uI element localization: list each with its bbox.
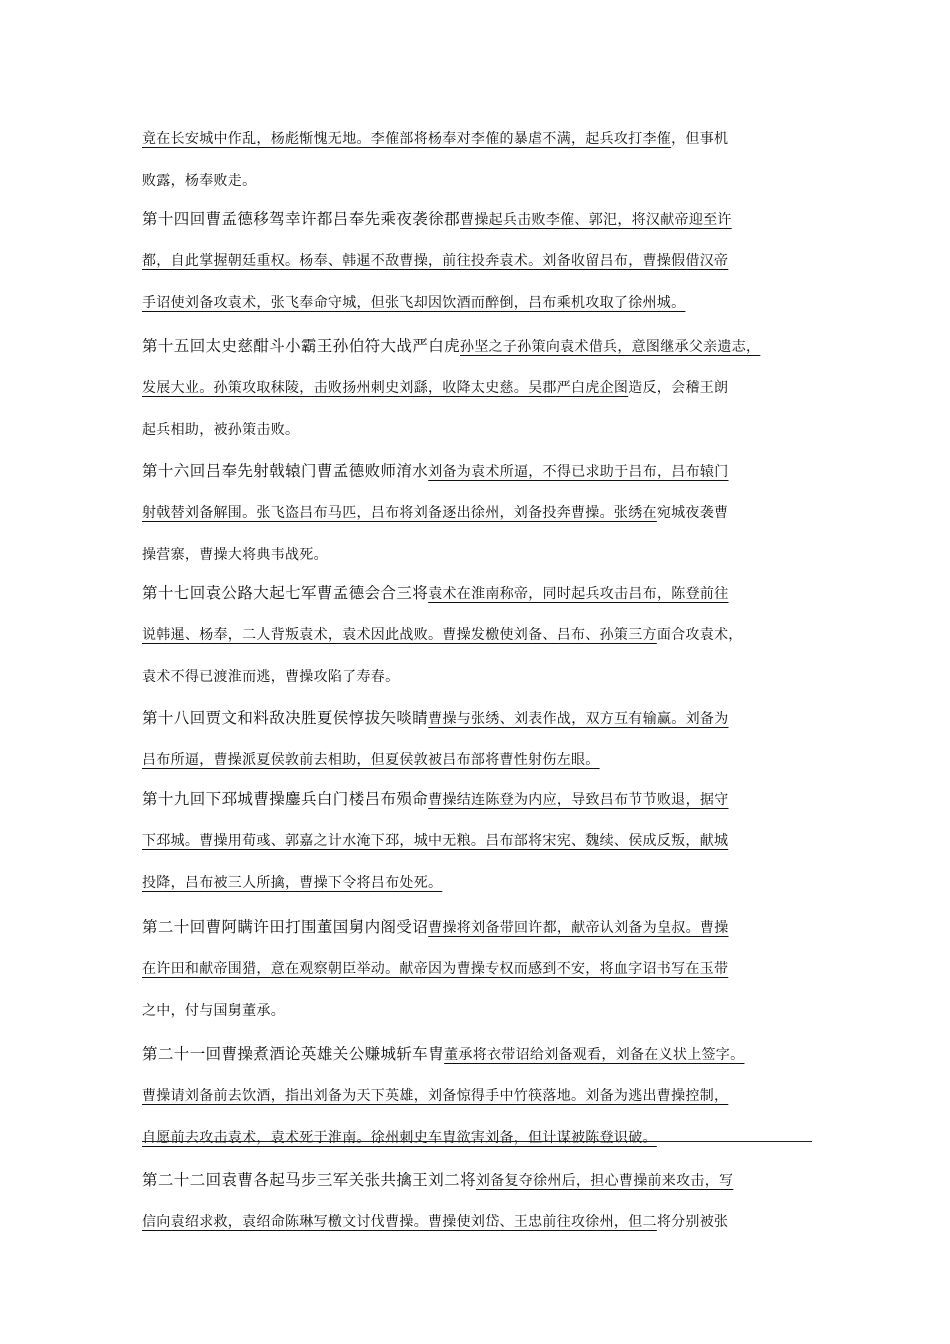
text-line	[142, 1033, 832, 1075]
chapter-title: 第十七回袁公路大起七军曹孟德会合三将	[142, 584, 429, 602]
text-line	[142, 492, 832, 534]
text-line	[142, 739, 832, 781]
plain-text: 袁术不得已渡淮而逃，曹操攻陷了寿春。	[142, 669, 400, 685]
text-line	[142, 1201, 832, 1243]
underlined-text: 刘备复夺徐州后，担心曹操前来攻击，写	[475, 1173, 734, 1189]
chapter-paragraph	[142, 325, 832, 451]
text-line	[142, 160, 832, 202]
text-line	[142, 409, 832, 451]
chapter-paragraph	[142, 118, 832, 202]
text-line	[142, 118, 832, 160]
chapter-title: 第二十二回袁曹各起马步三军关张共擒王刘二将	[142, 1171, 476, 1189]
text-line	[142, 906, 832, 948]
text-line	[142, 948, 832, 990]
underlined-text: 孙坚之子孙策向袁术借兵，意图继承父亲遗志，	[460, 339, 761, 355]
text-line	[142, 778, 832, 820]
underlined-text: 在许田和献帝围猎，意在观察朝臣举动。献帝因为曹操专权而感到不安，将血字诏书写在玉带	[142, 961, 729, 977]
chapter-title: 第二十回曹阿瞒许田打围董国舅内阁受诏	[142, 918, 429, 936]
underlined-text: 手诏使刘备攻袁术，张飞奉命守城，但张飞却因饮酒而醉倒，吕布乘机攻取了徐州城。	[142, 295, 686, 311]
chapter-title: 第十六回吕奉先射戟辕门曹孟德败师淯水	[142, 462, 429, 480]
text-line	[142, 1075, 832, 1117]
chapter-paragraph	[142, 1159, 832, 1243]
text-line	[142, 862, 832, 904]
text-line	[142, 656, 832, 698]
chapter-title: 第十八回贾文和料敌决胜夏侯惇拔矢啖睛	[142, 709, 429, 727]
horizontal-rule	[142, 1141, 812, 1142]
underlined-text: 下邳城。曹操用荀彧、郭嘉之计水淹下邳，城中无粮。吕布部将宋宪、魏续、侯成反叛，献城	[142, 833, 729, 849]
text-line	[142, 450, 832, 492]
text-line	[142, 614, 832, 656]
text-line	[142, 534, 832, 576]
text-line	[142, 282, 832, 324]
plain-text: 面合攻袁术，	[656, 627, 743, 643]
underlined-text: 自愿前去攻击袁术，袁术死于淮南。徐州刺史车胄欲害刘备，但计谋被陈登识破。	[142, 1130, 657, 1146]
underlined-text: 袁术在淮南称帝，同时起兵攻击吕布，陈登前往	[428, 586, 729, 602]
plain-text: 起兵相助，被孙策击败。	[142, 422, 300, 438]
plain-text: 败露，杨奉败走。	[142, 173, 257, 189]
text-line	[142, 198, 832, 240]
text-line	[142, 697, 832, 739]
chapter-title: 第十九回下邳城曹操鏖兵白门楼吕布殒命	[142, 790, 429, 808]
underlined-text: 曹操结连陈登为内应，导致吕布节节败退，据守	[428, 792, 729, 808]
underlined-text: 吕布所逼，曹操派夏侯敦前去相助，但夏侯敦被吕布部将曹性射伤左眼。	[142, 752, 600, 768]
underlined-text: 曹操起兵击败李傕、郭汜，将汉献帝迎至许	[460, 212, 732, 228]
underlined-text: 曹操与张绣、刘表作战，双方互有输赢。刘备为	[428, 711, 729, 727]
text-line	[142, 572, 832, 614]
text-line	[142, 990, 832, 1032]
text-line	[142, 820, 832, 862]
chapter-paragraph	[142, 906, 832, 1032]
underlined-text: 曹操请刘备前去饮酒，指出刘备为天下英雄，刘备惊得手中竹筷落地。刘备为逃出曹操控制，	[142, 1088, 729, 1104]
underlined-text: 射戟替刘备解围。张飞盗吕布马匹，吕布将刘备逐出徐州，刘备投奔曹操。张绣在	[142, 505, 657, 521]
text-line	[142, 240, 832, 282]
plain-text: ，但事机	[671, 131, 729, 147]
plain-text: 之中，付与国舅董承。	[142, 1003, 285, 1019]
text-line	[142, 367, 832, 409]
chapter-title: 第二十一回曹操煮酒论英雄关公赚城斩车胄	[142, 1045, 445, 1063]
text-line	[142, 325, 832, 367]
underlined-text: 投降，吕布被三人所擒，曹操下令将吕布处死。	[142, 875, 443, 891]
underlined-text: 说韩暹、杨奉，二人背叛袁术，袁术因此战败。曹操发檄使刘备、吕布、孙策三方	[142, 627, 657, 643]
underlined-text: 竟在长安城中作乱，杨彪惭愧无地。李傕部将杨奉对李傕的暴虐不满，起兵攻打李傕	[142, 131, 672, 147]
chapter-paragraph	[142, 198, 832, 324]
chapter-paragraph	[142, 572, 832, 698]
plain-text: 造反，会稽王朗	[628, 380, 729, 396]
chapter-paragraph	[142, 697, 832, 781]
plain-text: 操营寨，曹操大将典韦战死。	[142, 547, 328, 563]
chapter-title: 第十四回曹孟德移驾幸许都吕奉先乘夜袭徐郡	[142, 210, 461, 228]
underlined-text: 曹操将刘备带回许都，献帝认刘备为皇叔。曹操	[428, 920, 729, 936]
text-line	[142, 1159, 832, 1201]
chapter-paragraph	[142, 450, 832, 576]
underlined-text: 都，自此掌握朝廷重权。杨奉、韩暹不敌曹操，前往投奔袁术。刘备收留吕布，曹操假借汉帝	[142, 253, 729, 269]
underlined-text: 信向袁绍求救，袁绍命陈琳写檄文讨伐曹操。曹操使刘岱、王忠前往攻徐州，但二	[142, 1214, 657, 1230]
underlined-text: 发展大业。孙策攻取秣陵，击败扬州刺史刘繇，收降太史慈。吴郡严白虎企图	[142, 380, 629, 396]
underlined-text: 董承将衣带诏给刘备观看，刘备在义状上签字。	[444, 1047, 745, 1063]
plain-text: 宛城夜袭曹	[656, 505, 729, 521]
plain-text: 将分别被张	[656, 1214, 729, 1230]
chapter-title: 第十五回太史慈酣斗小霸王孙伯符大战严白虎	[142, 337, 461, 355]
underlined-text: 刘备为袁术所逼，不得已求助于吕布，吕布辕门	[428, 464, 729, 480]
text-line	[142, 1117, 832, 1159]
chapter-paragraph	[142, 778, 832, 904]
